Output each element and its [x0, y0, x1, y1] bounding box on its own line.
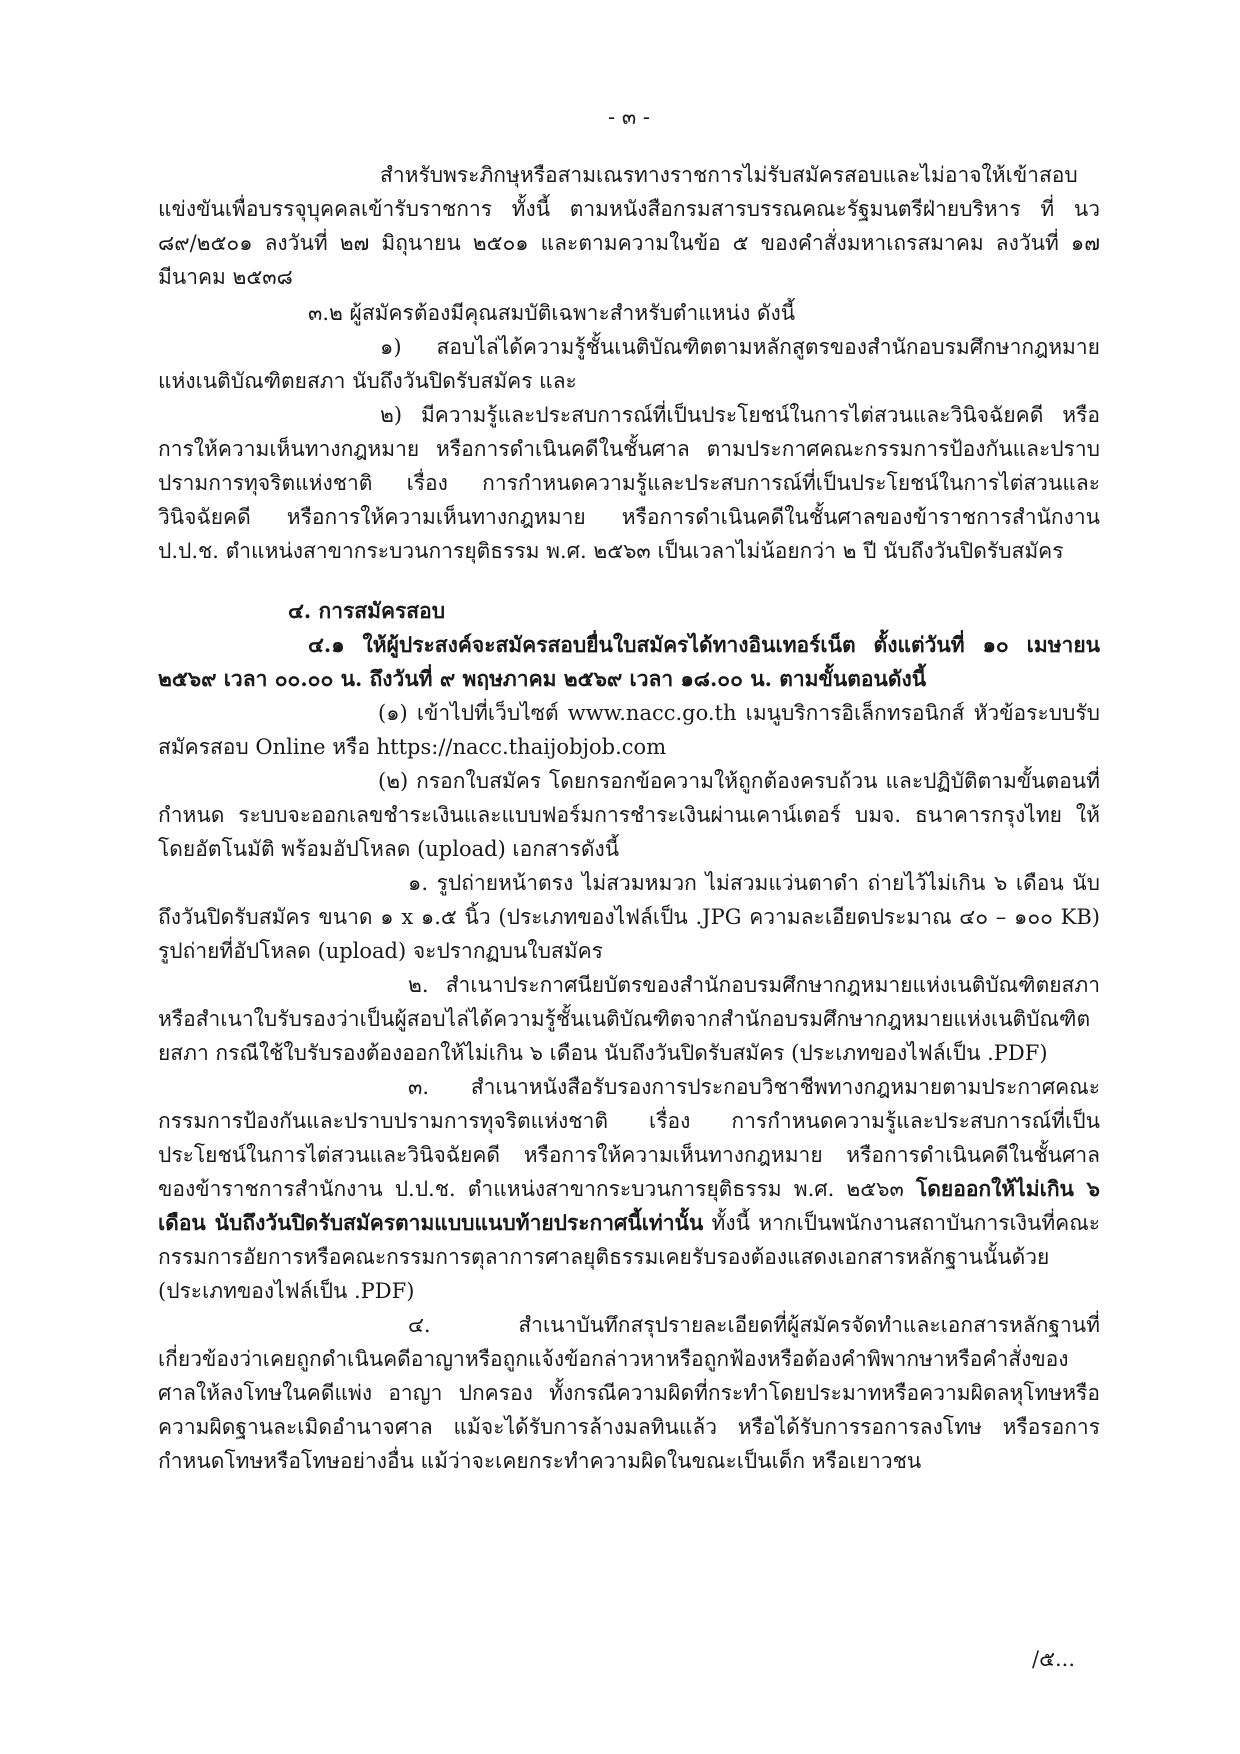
- document-item-4: ๔. สำเนาบันทึกสรุปรายละเอียดที่ผู้สมัครจัดทำและเอกสารหลักฐานที่เกี่ยวข้องว่าเคยถูกดำเนินคดีอาญาหรือถูกแจ้งข้อกล่าวหาหรือถูกฟ้องหรือต้องคำพิพากษาหรือคำสั่งของศาลให้ลงโทษในคดีแพ่ง อาญา ปกครอง ทั้งกรณีความผิดที่กระทำโดยประมาทหรือความผิดลหุโทษหรือความผิดฐานละเมิดอำนาจศาล แม้จะได้รับการล้างมลทินแล้ว หรือได้รับการรอการลงโทษ หรือรอการกำหนดโทษหรือโทษอย่างอื่น แม้ว่าจะเคยกระทำความผิดในขณะเป็นเด็ก หรือเยาวชน: [158, 1313, 1100, 1473]
- paragraph-3-2-1: ๑) สอบไล่ได้ความรู้ชั้นเนติบัณฑิตตามหลักสูตรของสำนักอบรมศึกษากฎหมายแห่งเนติบัณฑิตยสภา นับถึงวันปิดรับสมัคร และ: [158, 335, 1100, 393]
- paragraph-3-2: ๓.๒ ผู้สมัครต้องมีคุณสมบัติเฉพาะสำหรับตำแหน่ง ดังนี้: [308, 301, 796, 325]
- document-item-1: ๑. รูปถ่ายหน้าตรง ไม่สวมหมวก ไม่สวมแว่นตาดำ ถ่ายไว้ไม่เกิน ๖ เดือน นับถึงวันปิดรับสมัคร ขนาด ๑ x ๑.๕ นิ้ว (ประเภทของไฟล์เป็น .JPG ความละเอียดประมาณ ๔๐ – ๑๐๐ KB) รูปถ่ายที่อัปโหลด (upload) จะปรากฏบนใบสมัคร: [158, 871, 1100, 963]
- paragraph-4-1: ๔.๑ ให้ผู้ประสงค์จะสมัครสอบยื่นใบสมัครได้ทางอินเทอร์เน็ต ตั้งแต่วันที่ ๑๐ เมษายน ๒๕๖๙ เวลา ๐๐.๐๐ น. ถึงวันที่ ๙ พฤษภาคม ๒๕๖๙ เวลา ๑๘.๐๐ น. ตามขั้นตอนดังนี้: [158, 632, 1100, 691]
- section-heading-4: ๔. การสมัครสอบ: [288, 598, 446, 623]
- document-item-2: ๒. สำเนาประกาศนียบัตรของสำนักอบรมศึกษากฎหมายแห่งเนติบัณฑิตยสภา หรือสำเนาใบรับรองว่าเป็นผู้สอบไล่ได้ความรู้ชั้นเนติบัณฑิตจากสำนักอบรมศึกษากฎหมายแห่งเนติบัณฑิตยสภา กรณีใช้ใบรับรองต้องออกให้ไม่เกิน ๖ เดือน นับถึงวันปิดรับสมัคร (ประเภทของไฟล์เป็น .PDF): [158, 973, 1100, 1065]
- paragraph-3-2-2: ๒) มีความรู้และประสบการณ์ที่เป็นประโยชน์ในการไต่สวนและวินิจฉัยคดี หรือการให้ความเห็นทางกฎหมาย หรือการดำเนินคดีในชั้นศาล ตามประกาศคณะกรรมการป้องกันและปราบปรามการทุจริตแห่งชาติ เรื่อง การกำหนดความรู้และประสบการณ์ที่เป็นประโยชน์ในการไต่สวนและวินิจฉัยคดี หรือการให้ความเห็นทางกฎหมาย หรือการดำเนินคดีในชั้นศาลของข้าราชการสำนักงาน ป.ป.ช. ตำแหน่งสาขากระบวนการยุติธรรม พ.ศ. ๒๕๖๓ เป็นเวลาไม่น้อยกว่า ๒ ปี นับถึงวันปิดรับสมัคร: [158, 403, 1100, 563]
- paragraph-4-1-1: (๑) เข้าไปที่เว็บไซต์ www.nacc.go.th เมนูบริการอิเล็กทรอนิกส์ หัวข้อระบบรับสมัครสอบ Online หรือ https://nacc.thaijobjob.com: [158, 701, 1100, 759]
- document-item-3-emphasis: โดยออกให้ไม่เกิน ๖ เดือน นับถึงวันปิดรับสมัครตามแบบแนบท้ายประกาศนี้เท่านั้น: [158, 1176, 1100, 1235]
- paragraph-4-1-2: (๒) กรอกใบสมัคร โดยกรอกข้อความให้ถูกต้องครบถ้วน และปฏิบัติตามขั้นตอนที่กำหนด ระบบจะออกเลขชำระเงินและแบบฟอร์มการชำระเงินผ่านเคาน์เตอร์ บมจ. ธนาคารกรุงไทย ให้โดยอัตโนมัติ พร้อมอัปโหลด (upload) เอกสารดังนี้: [158, 769, 1100, 861]
- next-page-marker: /๕...: [1032, 1647, 1075, 1671]
- paragraph-monk-restriction: สำหรับพระภิกษุหรือสามเณรทางราชการไม่รับสมัครสอบและไม่อาจให้เข้าสอบแข่งขันเพื่อบรรจุบุคคลเข้ารับราชการ ทั้งนี้ ตามหนังสือกรมสารบรรณคณะรัฐมนตรีฝ่ายบริหาร ที่ นว ๘๙/๒๕๐๑ ลงวันที่ ๒๗ มิถุนายน ๒๕๐๑ และตามความในข้อ ๕ ของคำสั่งมหาเถรสมาคม ลงวันที่ ๑๗ มีนาคม ๒๕๓๘: [158, 163, 1100, 289]
- document-item-3-text: ๓. สำเนาหนังสือรับรองการประกอบวิชาชีพทางกฎหมายตามประกาศคณะกรรมการป้องกันและปราบปรามการทุจริตแห่งชาติ เรื่อง การกำหนดความรู้และประสบการณ์ที่เป็นประโยชน์ในการไต่สวนและวินิจฉัยคดี หรือการให้ความเห็นทางกฎหมาย หรือการดำเนินคดีในชั้นศาลของข้าราชการสำนักงาน ป.ป.ช. ตำแหน่งสาขากระบวนการยุติธรรม พ.ศ. ๒๕๖๓: [158, 1075, 1100, 1201]
- document-item-3-note: ทั้งนี้ หากเป็นพนักงานสถาบันการเงินที่คณะกรรมการอัยการหรือคณะกรรมการตุลาการศาลยุติธรรมเคยรับรองต้องแสดงเอกสารหลักฐานนั้นด้วย (ประเภทของไฟล์เป็น .PDF): [158, 1211, 1100, 1303]
- page-number: - ๓ -: [608, 105, 650, 129]
- document-item-3: [158, 1070, 1100, 1308]
